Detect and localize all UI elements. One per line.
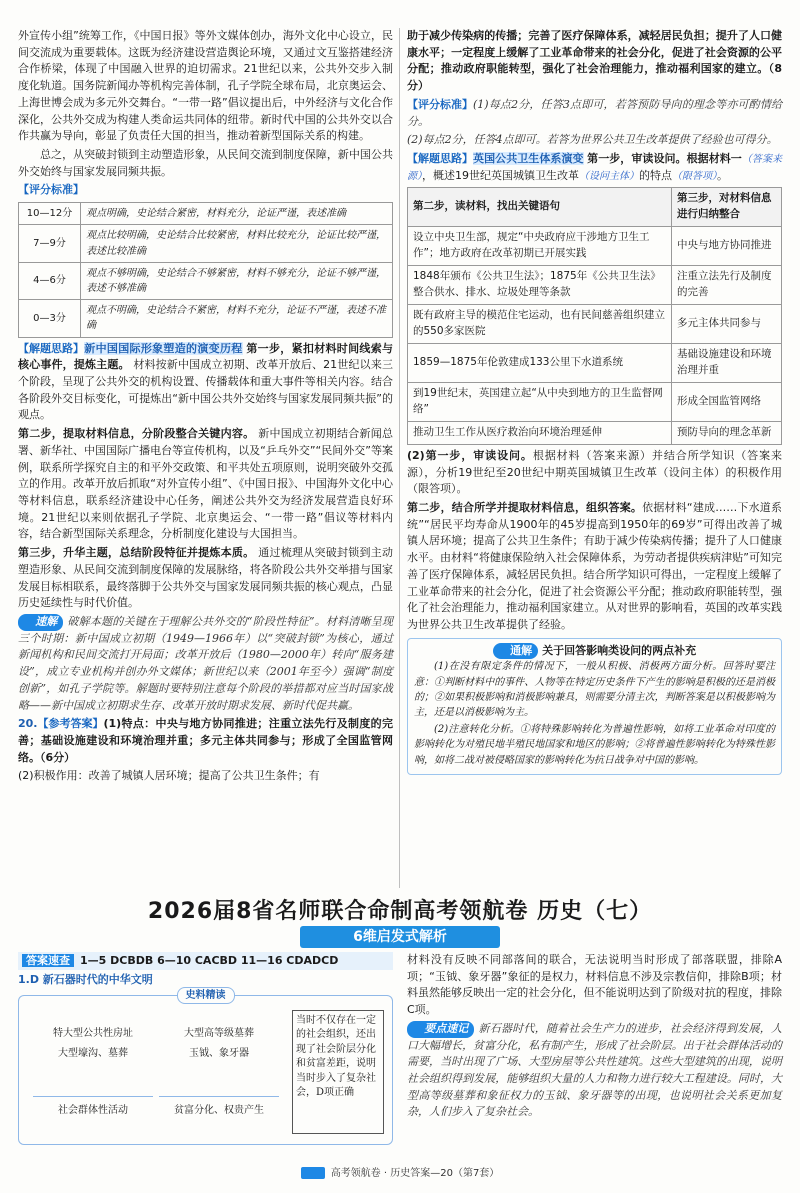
steps-row	[408, 227, 782, 266]
scoring-section	[18, 182, 393, 337]
scoring-level: 4—6分	[19, 262, 81, 299]
step1-heading: 第一步，紧扣材料时间线索与核心事件，提炼主题。	[18, 341, 394, 372]
part2-body: 根据材料（答案来源）并结合所学知识（答案来源），分析19世纪至20世纪中期英国城镇卫生改革（设问主体）的积极作用（限答项）。	[407, 448, 782, 496]
think-annotation-1: （答案来源）	[407, 154, 783, 182]
steps-key-sentence: 1848年颁布《公共卫生法》；1875年《公共卫生法》整合供水、排水、垃圾处理等条款	[408, 266, 672, 305]
step2-heading: 第二步，提取材料信息，分阶段整合关键内容。	[18, 427, 255, 441]
scoring-table	[18, 202, 393, 337]
steps-row	[408, 344, 782, 383]
left-paragraph-1: 外宣传小组”统筹工作，《中国日报》等外文媒体创办，海外文化中心设立，民间交流成为重要载体。这既为经济建设营造舆论环境，又通过文互鉴搭建经济合作桥梁，体现了中国融入世界的迫切需求。21世纪以来，公共外交步入制度化轨道。国务院新闻办等机构完善体制，孔子学院全球布局，北京奥运会、上海世博会成为多元外交舞台。“一带一路”倡议提出后，中外经济与文化合作深化，公共外交成为构建人类命运共同体的纽带。新时代中国的公共外交以合作共赢为导向，彰显了负责任大国的担当，推动着新型国际关系的构建。	[18, 29, 393, 143]
scoring-row	[19, 203, 393, 225]
scoring-level: 7—9分	[19, 225, 81, 262]
part2-step2-heading: 第二步，结合所学并提取材料信息，组织答案。	[407, 501, 643, 515]
diagram-title: 史料精读	[177, 987, 235, 1004]
key-points-text: 新石器时代，随着社会生产力的进步，社会经济得到发展，人口大幅增长，贫富分化，私有制产生，形成了社会阶层。出于社会群体活动的需要，当时出现了广场、大型房屋等公共性建筑。这些大型建筑的出现，说明社会组织得到发展，能够组织大量的人力和物力进行较大工程建设。同时，大型高等级墓葬和象征权力的玉钺、象牙器等的出现，也说明社会关系更加复杂，人们步入了复杂社会。	[407, 1021, 782, 1119]
steps-key-sentence: 推动卫生工作从医疗救治向环境治理延伸	[408, 421, 672, 444]
scoring-row	[19, 262, 393, 299]
right-thinking-title: 【解题思路】	[407, 152, 473, 166]
publisher-logo	[301, 1167, 325, 1179]
steps-table-head-right: 第三步，对材料信息进行归纳整合	[672, 188, 782, 227]
steps-row	[408, 305, 782, 344]
steps-summary: 形成全国监管网络	[672, 383, 782, 422]
question-20-answer-2: (2)积极作用：改善了城镇人居环境；提高了公共卫生条件；有	[18, 769, 320, 783]
diagram-note: 当时不仅存在一定的社会组织，还出现了社会阶层分化和贫富差距，说明当时步入了复杂社会，D项正确	[292, 1010, 384, 1134]
diagram-node-2: 大型壕沟、墓葬	[58, 1047, 128, 1059]
diagram-node-6: 贫富分化、权贵产生	[159, 1096, 279, 1118]
diagram-node-1: 特大型公共性房址	[53, 1027, 133, 1039]
scoring-row	[19, 300, 393, 337]
quick-solution-body: 破解本题的关键在于理解公共外交的“阶段性特征”。材料清晰呈现三个时期：新中国成立初期（1949—1966年）以“突破封锁”为核心，通过新闻机构和民间交流打开局面；改革开放后（1980—2000年）转向“服务建设”，成立专业机构并创办外文媒体；新世纪以来（2001年至今）强调“制度创新”，如孔子学院等。解题时要特别注意每个阶段的举措都对应当时国家战略——新中国成立初期求生存、改革开放时期求发展、新时代促共赢。	[18, 615, 393, 712]
question-1-analysis	[407, 952, 782, 1123]
left-paragraph-2: 总之，从突破封锁到主动塑造形象，从民间交流到制度保障，新中国公共外交始终与国家发展同频共振。	[18, 148, 393, 178]
right-scoring-2: (2)每点2分，任答4点即可。若答为世界公共卫生改革提供了经验也可得分。	[407, 133, 778, 147]
think-step1: 第一步，审读设问。根据材料一	[587, 152, 742, 166]
quick-solution-tag: ✎ 速解	[18, 614, 63, 631]
steps-key-sentence: 到19世纪末，英国建立起“从中央到地方的卫生监督网络”	[408, 383, 672, 422]
diagram-node-3: 大型高等级墓葬	[184, 1027, 254, 1039]
right-column	[407, 28, 782, 775]
right-scoring-title: 【评分标准】	[407, 97, 473, 111]
steps-table	[407, 187, 782, 444]
tip-point-2: (2)注意转化分析。①将特殊影响转化为普遍性影响，如将工业革命对印度的影响转化为对殖民地半殖民地国家和地区的影响；②将普遍性影响转化为特殊性影响，如将二战对被侵略国家的影响转化为抗日战争对中国的影响。	[414, 724, 775, 766]
pencil-icon: ✎	[413, 1021, 423, 1035]
steps-row	[408, 421, 782, 444]
thinking-topic: 新中国国际形象塑造的演变历程	[84, 341, 243, 355]
scoring-level: 10—12分	[19, 203, 81, 225]
scoring-row	[19, 225, 393, 262]
question-1-section	[18, 972, 393, 1145]
step3-heading: 第三步，升华主题，总结阶段特征并提炼本质。	[18, 546, 255, 560]
exam-title: 2026届8省名师联合命制高考领航卷 历史（七）	[147, 899, 653, 924]
step3-body: 通过梳理从突破封锁到主动塑造形象、从民间交流到制度保障的发展脉络，将各阶段公共外交举措与国家发展目标相联系，最终落脚于公共外交与国家发展同频共振的核心观点，凸显历史延续性与时代价值。	[18, 546, 394, 610]
thinking-section	[18, 341, 393, 425]
quick-solution	[18, 614, 393, 714]
scoring-title: 【评分标准】	[18, 183, 84, 197]
question-1-heading: 1.D 新石器时代的中华文明	[18, 973, 153, 986]
left-column	[18, 28, 393, 787]
part2-heading: (2)第一步，审读设问。	[407, 448, 533, 462]
analysis-banner: 6维启发式解析	[300, 926, 500, 948]
steps-summary: 预防导向的理念革新	[672, 421, 782, 444]
diagram-node-4: 玉钺、象牙器	[189, 1047, 249, 1059]
right-paragraph-1: 助于减少传染病的传播；完善了医疗保障体系，减轻居民负担；提升了人口健康水平；一定程度上缓解了工业革命带来的社会分化，促进了社会资源的公平分配；推动政府职能转型，强化了社会治理能力，推动福利国家的建立。（8分）	[407, 29, 782, 93]
tip-tag: ✎ 通解	[493, 643, 538, 660]
scoring-description: 观点不够明确，史论结合不够紧密，材料不够充分，论证不够严谨，表述不够准确	[81, 262, 393, 299]
steps-row	[408, 383, 782, 422]
steps-summary: 中央与地方协同推进	[672, 227, 782, 266]
step1-body: 材料按新中国成立初期、改革开放后、21世纪以来三个阶段，呈现了公共外交的机构设置、传播载体和重大事件等相关内容。结合各阶段外交目标变化，可提炼出“新中国公共外交始终与国家发展同频共振”的观点。	[18, 358, 394, 422]
part2-step2-body: 依据材料“建成……下水道系统”“居民平均寿命从1900年的45岁提高到1950年的69岁”可得出改善了城镇人居环境；提高了公共卫生条件；有助于减少传染病传播；提升了人口健康水平。由材料“将健康保险纳入社会保障体系，为劳动者提供疾病津贴”可知完善了医疗保障体系，减轻居民负担。结合所学知识可得出，一定程度上缓解了工业革命带来的社会分化，促进了社会资源公平分配；推动政府职能转型，强化了社会治理能力，推动福利国家建立。从对世界的影响看，英国的改革实践为世界公共卫生改革提供了经验。	[407, 501, 783, 632]
pencil-icon: ✎	[24, 615, 34, 628]
think-mid-2: 的特点	[639, 168, 672, 182]
right-thinking-topic: 英国公共卫生体系演变	[473, 152, 584, 166]
steps-summary: 注重立法先行及制度的完善	[672, 266, 782, 305]
column-divider	[399, 28, 400, 888]
scoring-level: 0—3分	[19, 300, 81, 337]
scoring-description: 观点不明确，史论结合不紧密，材料不充分，论证不严谨，表述不准确	[81, 300, 393, 337]
steps-row	[408, 266, 782, 305]
right-scoring-1: (1)每点2分，任答3点即可，若答预防导向的理念等亦可酌情给分。	[407, 97, 782, 128]
scoring-description: 观点比较明确，史论结合比较紧密，材料比较充分，论证比较严谨，表述比较准确	[81, 225, 393, 262]
source-diagram	[18, 989, 393, 1145]
footer-text: 高考领航卷 · 历史答案—20（第7套）	[330, 1168, 500, 1179]
tip-point-1: (1)在没有限定条件的情况下，一般从积极、消极两方面分析。回答时要注意：①判断材料中的事件、人物等在特定历史条件下产生的影响是积极的还是消极的；②如果积极影响和消极影响兼具，则需要分清主次，判断答案是以积极影响为主，还是以消极影响为主。	[414, 661, 775, 719]
think-annotation-2: （设问主体）	[579, 170, 639, 182]
think-annotation-3: （限答项）	[672, 170, 717, 182]
step2-body: 新中国成立初期结合新闻总署、新华社、中国国际广播电台等宣传机构，以及“乒乓外交”“民间外交”等案例，联系所学探究自主的和平外交政策、和平共处五项原则，说明突破外交孤立的作用。改革开放后抓取“对外宣传小组”、《中国日报》、中国海外文化中心等材料信息，联系经济建设中心任务，阐述公共外交为经济发展营造良好环境。21世纪以来则依据孔子学院、北京奥运会、“一带一路”倡议等材料内容，结合新型国际关系理念，分析制度化建设与大国担当。	[18, 427, 394, 541]
diagram-node-5: 社会群体性活动	[33, 1096, 153, 1118]
steps-key-sentence: 设立中央卫生部，规定“中央政府应干涉地方卫生工作”；地方政府在改革初期已开展实践	[408, 227, 672, 266]
think-mid: ，概述19世纪英国城镇卫生改革	[422, 168, 579, 182]
page-footer	[0, 1166, 800, 1181]
tip-box	[407, 638, 782, 775]
think-end: 。	[717, 168, 728, 182]
answer-label: 答案速查	[22, 954, 74, 967]
question-20-answer-1: (1)特点：中央与地方协同推进；注重立法先行及制度的完善；基础设施建设和环境治理并重；多元主体共同参与；形成了全国监管网络。（6分）	[18, 717, 393, 764]
pencil-icon: ✎	[498, 643, 509, 657]
question-20-number: 20.	[18, 717, 38, 731]
analysis-text: 材料没有反映不同部落间的联合，无法说明当时形成了部落联盟，排除A项；“玉钺、象牙器”象征的是权力，材料信息不涉及宗教信仰，排除B项；材料虽然能够反映出一定的社会分化，但不能说明达到了阶级对抗的程度，排除C项。	[407, 953, 782, 1017]
steps-key-sentence: 1859—1875年伦敦建成133公里下水道系统	[408, 344, 672, 383]
thinking-title: 【解题思路】	[18, 341, 84, 355]
steps-table-head-left: 第二步，读材料，找出关键语句	[408, 188, 672, 227]
tip-header	[414, 643, 775, 660]
key-points-tag: ✎ 要点速记	[407, 1021, 474, 1038]
scoring-description: 观点明确，史论结合紧密，材料充分，论证严谨，表述准确	[81, 203, 393, 225]
answer-list: 1—5 DCBDB 6—10 CACBD 11—16 CDADCD	[80, 954, 339, 967]
steps-summary: 多元主体共同参与	[672, 305, 782, 344]
tip-title: 关于回答影响类设问的两点补充	[542, 643, 697, 657]
question-20-answer	[18, 716, 393, 766]
question-20-tag: 【参考答案】	[37, 717, 104, 731]
steps-summary: 基础设施建设和环境治理并重	[672, 344, 782, 383]
steps-key-sentence: 既有政府主导的模范住宅运动，也有民间慈善组织建立的550多家医院	[408, 305, 672, 344]
answer-bar	[18, 952, 393, 970]
